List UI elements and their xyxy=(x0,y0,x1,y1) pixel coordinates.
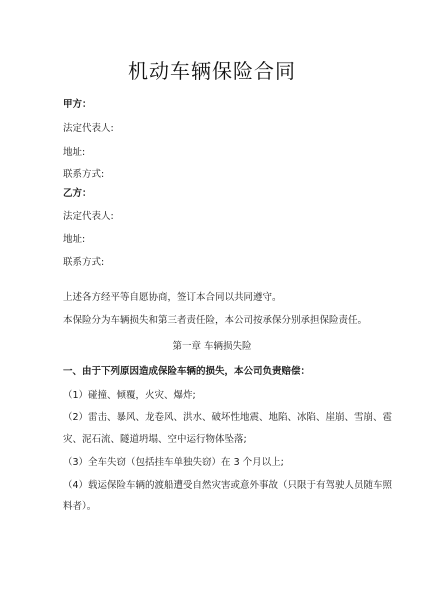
section-1-heading: 一、由于下列原因造成保险车辆的损失，本公司负责赔偿： xyxy=(63,366,311,377)
intro-paragraph-1: 上述各方经平等自愿协商，签订本合同以共同遵守。 xyxy=(63,292,282,303)
clause-item: （2）雷击、暴风、龙卷风、洪水、破坏性地震、地陷、冰陷、崖崩、雪崩、雹 xyxy=(63,412,393,423)
intro-paragraph-2: 本保险分为车辆损失和第三者责任险，本公司按承保分别承担保险责任。 xyxy=(63,315,368,326)
party-b-contact-label: 联系方式: xyxy=(63,257,105,268)
clause-item-continuation: 灾、泥石流、隧道坍塌、空中运行物体坠落; xyxy=(63,434,247,445)
document-title: 机动车辆保险合同 xyxy=(128,59,296,83)
clause-item: （1）碰撞、倾覆，火灾、爆炸; xyxy=(63,390,196,401)
party-a-representative-label: 法定代表人: xyxy=(63,123,114,134)
party-a-contact-label: 联系方式: xyxy=(63,169,105,180)
clause-item: （4）载运保险车辆的渡船遭受自然灾害或意外事故（只限于有驾驶人员随车照 xyxy=(63,480,393,491)
clause-item: （3）全车失窃（包括挂车单独失窃）在 3 个月以上; xyxy=(63,457,284,468)
clause-item-continuation: 料者）。 xyxy=(63,501,97,512)
party-a-heading: 甲方： xyxy=(63,99,92,110)
party-b-representative-label: 法定代表人: xyxy=(63,211,114,222)
chapter-heading: 第一章 车辆损失险 xyxy=(172,341,252,352)
party-b-address-label: 地址: xyxy=(63,234,86,245)
party-a-address-label: 地址: xyxy=(63,147,86,158)
party-b-heading: 乙方： xyxy=(63,188,92,199)
